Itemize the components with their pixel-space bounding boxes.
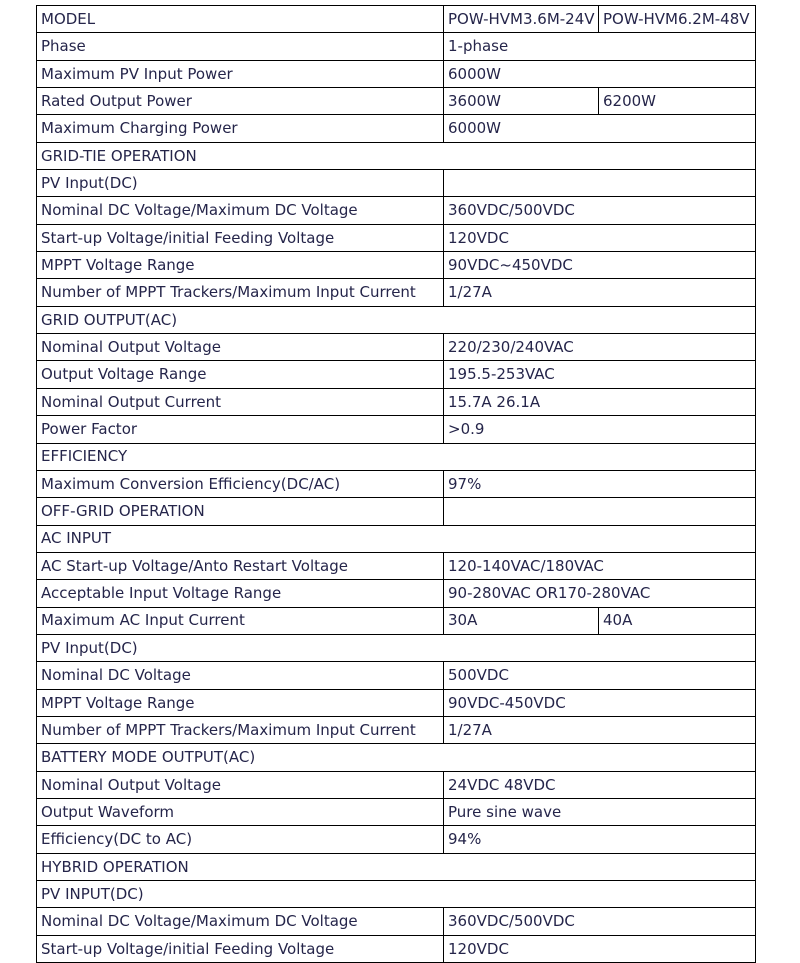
spec-value: 220/230/240VAC [444,334,756,361]
spec-label: Output Waveform [37,798,444,825]
table-row [37,798,756,825]
table-row [37,170,756,197]
section-label: GRID OUTPUT(AC) [37,306,756,333]
spec-label: Nominal DC Voltage/Maximum DC Voltage [37,908,444,935]
table-row [37,33,756,60]
spec-value: 6200W [599,88,756,115]
section-row [37,142,756,169]
section-label: PV INPUT(DC) [37,881,756,908]
table-row [37,662,756,689]
table-row [37,224,756,251]
spec-table [36,5,756,963]
section-label: EFFICIENCY [37,443,756,470]
spec-label: Output Voltage Range [37,361,444,388]
table-row [37,935,756,962]
spec-value [444,498,756,525]
spec-value: 360VDC/500VDC [444,197,756,224]
table-row [37,361,756,388]
table-row [37,826,756,853]
table-row [37,334,756,361]
spec-value: Pure sine wave [444,798,756,825]
section-row [37,881,756,908]
spec-value: >0.9 [444,416,756,443]
spec-label: AC Start-up Voltage/Anto Restart Voltage [37,552,444,579]
table-row [37,470,756,497]
section-label: GRID-TIE OPERATION [37,142,756,169]
spec-value: 3600W [444,88,599,115]
table-row [37,580,756,607]
spec-sheet [36,5,756,963]
spec-value: 6000W [444,60,756,87]
section-label: PV Input(DC) [37,634,756,661]
table-row [37,607,756,634]
table-row [37,88,756,115]
table-row [37,115,756,142]
table-row [37,908,756,935]
spec-label: Nominal Output Current [37,388,444,415]
section-label: HYBRID OPERATION [37,853,756,880]
table-row [37,197,756,224]
spec-value: POW-HVM3.6M-24V [444,6,599,33]
spec-label: Nominal DC Voltage [37,662,444,689]
spec-label: Maximum AC Input Current [37,607,444,634]
section-row [37,525,756,552]
spec-label: Nominal DC Voltage/Maximum DC Voltage [37,197,444,224]
spec-value: 94% [444,826,756,853]
spec-label: Number of MPPT Trackers/Maximum Input Current [37,716,444,743]
table-row [37,498,756,525]
spec-value: 195.5-253VAC [444,361,756,388]
spec-value: 97% [444,470,756,497]
table-row [37,716,756,743]
spec-label: Maximum Conversion Efficiency(DC/AC) [37,470,444,497]
spec-value: 30A [444,607,599,634]
spec-value: 15.7A 26.1A [444,388,756,415]
table-row [37,552,756,579]
spec-value [444,170,756,197]
spec-label: MPPT Voltage Range [37,252,444,279]
spec-value: 120VDC [444,224,756,251]
spec-label: Acceptable Input Voltage Range [37,580,444,607]
spec-value: 1-phase [444,33,756,60]
section-row [37,443,756,470]
spec-label: Start-up Voltage/initial Feeding Voltage [37,935,444,962]
table-row [37,689,756,716]
table-row [37,279,756,306]
section-label: BATTERY MODE OUTPUT(AC) [37,744,756,771]
table-row [37,388,756,415]
spec-value: 90-280VAC OR170-280VAC [444,580,756,607]
section-row [37,634,756,661]
spec-value: POW-HVM6.2M-48V [599,6,756,33]
spec-label: Efficiency(DC to AC) [37,826,444,853]
spec-label: MODEL [37,6,444,33]
spec-value: 40A [599,607,756,634]
spec-label: Maximum Charging Power [37,115,444,142]
spec-label: Rated Output Power [37,88,444,115]
section-row [37,853,756,880]
spec-value: 6000W [444,115,756,142]
spec-label: MPPT Voltage Range [37,689,444,716]
spec-table-body [37,6,756,963]
spec-value: 90VDC-450VDC [444,689,756,716]
spec-value: 120VDC [444,935,756,962]
spec-value: 360VDC/500VDC [444,908,756,935]
table-row [37,252,756,279]
spec-label: Number of MPPT Trackers/Maximum Input Current [37,279,444,306]
section-label: AC INPUT [37,525,756,552]
spec-label: Maximum PV Input Power [37,60,444,87]
spec-value: 24VDC 48VDC [444,771,756,798]
spec-label: PV Input(DC) [37,170,444,197]
spec-label: OFF-GRID OPERATION [37,498,444,525]
section-row [37,744,756,771]
spec-label: Start-up Voltage/initial Feeding Voltage [37,224,444,251]
table-row [37,416,756,443]
spec-value: 500VDC [444,662,756,689]
spec-label: Nominal Output Voltage [37,334,444,361]
spec-value: 1/27A [444,279,756,306]
table-row [37,60,756,87]
table-row [37,771,756,798]
table-row [37,6,756,33]
spec-value: 120-140VAC/180VAC [444,552,756,579]
spec-value: 90VDC~450VDC [444,252,756,279]
spec-label: Phase [37,33,444,60]
spec-value: 1/27A [444,716,756,743]
spec-label: Nominal Output Voltage [37,771,444,798]
spec-label: Power Factor [37,416,444,443]
section-row [37,306,756,333]
